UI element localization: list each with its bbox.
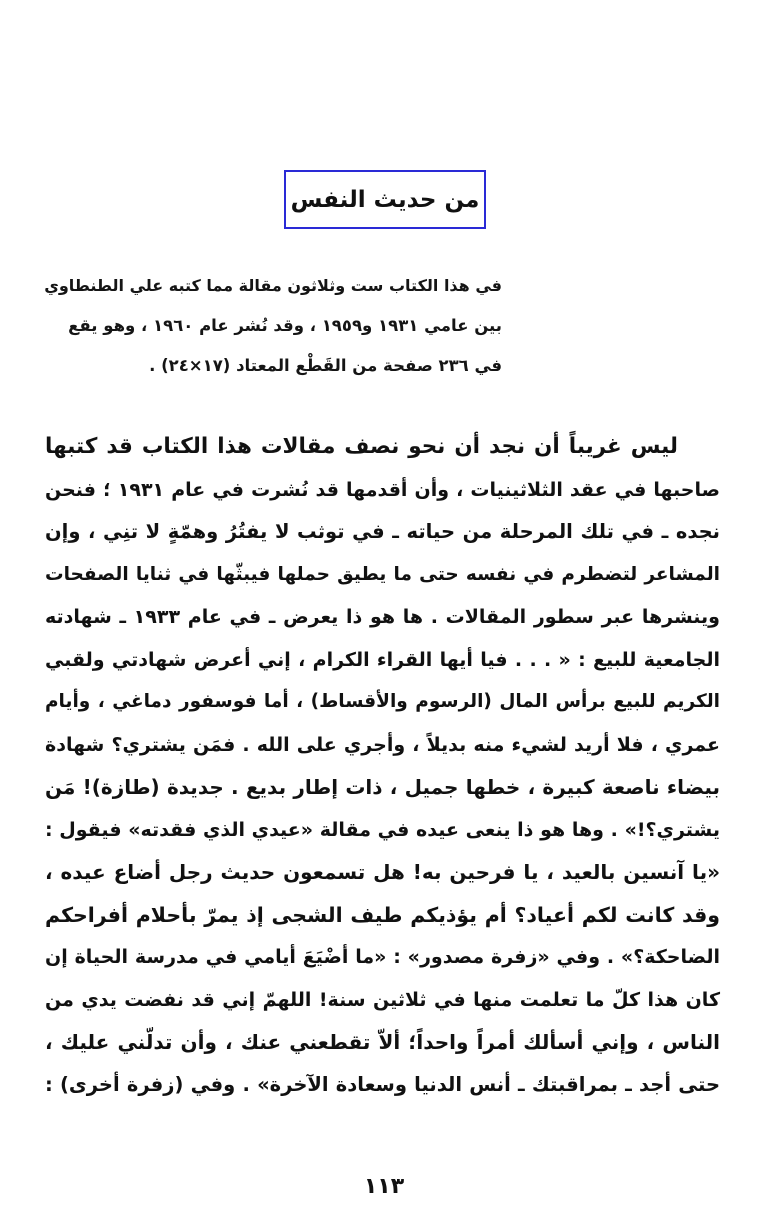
body-line: بيضاء ناصعة كبيرة ، خطها جميل ، ذات إطار بديع . جديدة (طازة)! مَن (45, 775, 720, 799)
article-title-box (284, 170, 486, 229)
body-line: وقد كانت لكم أعياد؟ أم يؤذيكم طيف الشجى إذ يمرّ بأحلام أفراحكم (45, 902, 720, 927)
article-body (45, 426, 720, 1106)
body-line: كان هذا كلّ ما تعلمت منها في ثلاثين سنة! اللهمّ إني قد نفضت يدي من (45, 988, 720, 1011)
article-abstract (42, 266, 502, 386)
body-line: حتى أجد ـ بمراقبتك ـ أنس الدنيا وسعادة الآخرة» . وفي (زفرة أخرى) : (45, 1072, 720, 1096)
body-line: وينشرها عبر سطور المقالات . ها هو ذا يعرض ـ في عام ١٩٣٣ ـ شهادته (45, 606, 720, 628)
body-line: الجامعية للبيع : « . . . فيا أيها القراء الكرام ، إني أعرض شهادتي ولقبي (45, 648, 720, 671)
body-line: يشتري؟!» . وها هو ذا ينعى عيده في مقالة «عيدي الذي فقدته» فيقول : (45, 818, 720, 841)
body-line: نجده ـ في تلك المرحلة من حياته ـ في توثب لا يفتُرُ وهمّةٍ لا تنِي ، وإن (45, 520, 720, 543)
body-line: ليس غريباً أن نجد أن نحو نصف مقالات هذا الكتاب قد كتبها (45, 434, 678, 459)
article-title: من حديث النفس (290, 186, 480, 213)
abstract-line: بين عامي ١٩٣١ و١٩٥٩ ، وقد نُشر عام ١٩٦٠ ، وهو يقع (68, 316, 502, 335)
body-line: الناس ، وإني أسألك أمراً واحداً؛ ألاّ تقطعني عنك ، وأن تدلّني عليك ، (45, 1030, 720, 1054)
body-line: «يا آنسين بالعيد ، يا فرحين به! هل تسمعون حديث رجل أضاع عيده ، (45, 860, 720, 884)
body-line: صاحبها في عقد الثلاثينيات ، وأن أقدمها قد نُشرت في عام ١٩٣١ ؛ فنحن (45, 478, 720, 501)
abstract-line: في هذا الكتاب ست وثلاثون مقالة مما كتبه علي الطنطاوي (44, 276, 502, 295)
page-number: ١١٣ (363, 1174, 405, 1199)
body-line: الكريم للبيع برأس المال (الرسوم والأقساط) ، أما فوسفور دماغي ، وأيام (45, 691, 720, 712)
abstract-line: في ٢٣٦ صفحة من القَطْع المعتاد (١٧×٢٤) . (149, 356, 502, 375)
body-line: الضاحكة؟» . وفي «زفرة مصدور» : «ما أضْيَعَ أيامي في مدرسة الحياة إن (45, 946, 720, 968)
body-line: المشاعر لتضطرم في نفسه حتى ما يطيق حملها فيبثّها في ثنايا الصفحات (45, 563, 720, 585)
body-line: عمري ، فلا أريد لشيء منه بديلاً ، وأجري على الله . فمَن يشتري؟ شهادة (45, 733, 720, 756)
